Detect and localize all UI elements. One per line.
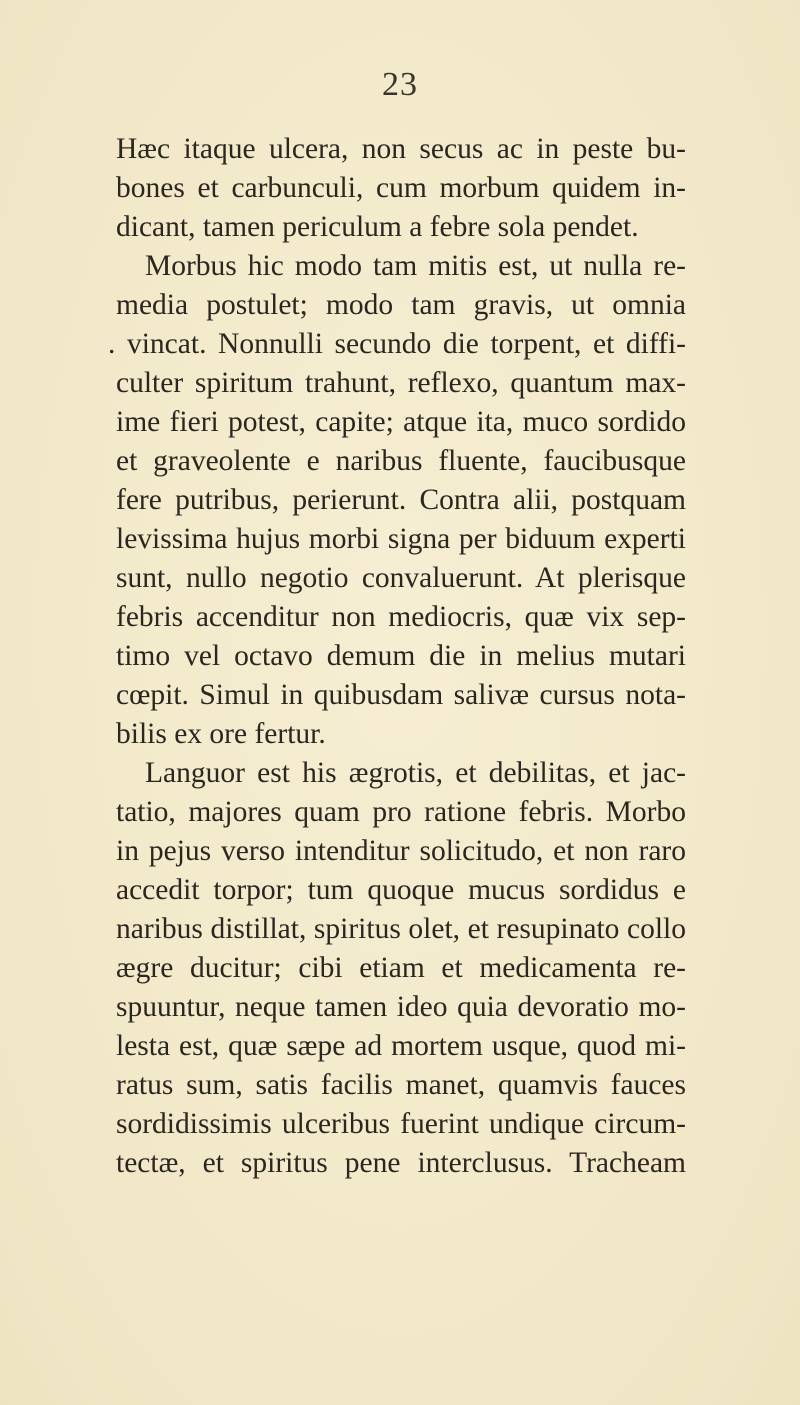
text-line: ratus sum, satis facilis manet, quamvis fauces [116, 1069, 686, 1101]
text-line: sunt, nullo negotio convaluerunt. At plerisque [116, 562, 686, 594]
text-line: Hæc itaque ulcera, non secus ac in peste bu- [116, 133, 686, 165]
text-line: accedit torpor; tum quoque mucus sordidus e [116, 874, 686, 906]
text-line: timo vel octavo demum die in melius mutari [116, 640, 686, 672]
text-line: cœpit. Simul in quibusdam salivæ cursus nota- [116, 679, 686, 711]
text-line: ime fieri potest, capite; atque ita, muco sordido [116, 406, 686, 438]
text-line: fere putribus, perierunt. Contra alii, postquam [116, 484, 686, 516]
text-line: dicant, tamen periculum a febre sola pendet. [116, 211, 639, 243]
text-line: bones et carbunculi, cum morbum quidem in- [116, 172, 686, 204]
text-line: et graveolente e naribus fluente, faucibusque [116, 445, 686, 477]
text-line: tatio, majores quam pro ratione febris. Morbo [116, 796, 686, 828]
text-line: levissima hujus morbi signa per biduum experti [116, 523, 686, 555]
text-line: febris accenditur non mediocris, quæ vix sep- [116, 601, 686, 633]
text-line: culter spiritum trahunt, reflexo, quantum max- [116, 367, 686, 399]
text-line: Morbus hic modo tam mitis est, ut nulla re- [145, 250, 686, 282]
text-line: tectæ, et spiritus pene interclusus. Tracheam [116, 1147, 686, 1179]
text-line: . vincat. Nonnulli secundo die torpent, et diffi- [108, 328, 686, 360]
text-line: lesta est, quæ sæpe ad mortem usque, quod mi- [116, 1030, 686, 1062]
text-line: media postulet; modo tam gravis, ut omnia [116, 289, 686, 321]
text-line: bilis ex ore fertur. [116, 718, 326, 750]
text-line: naribus distillat, spiritus olet, et resupinato collo [116, 913, 686, 945]
text-line: in pejus verso intenditur solicitudo, et non raro [116, 835, 686, 867]
page-number: 23 [382, 66, 418, 103]
text-line: sordidissimis ulceribus fuerint undique circum- [116, 1108, 686, 1140]
body-text [108, 130, 686, 1183]
text-line: ægre ducitur; cibi etiam et medicamenta re- [116, 952, 686, 984]
text-line: spuuntur, neque tamen ideo quia devoratio mo- [116, 991, 686, 1023]
text-line: Languor est his ægrotis, et debilitas, et jac- [145, 757, 686, 789]
